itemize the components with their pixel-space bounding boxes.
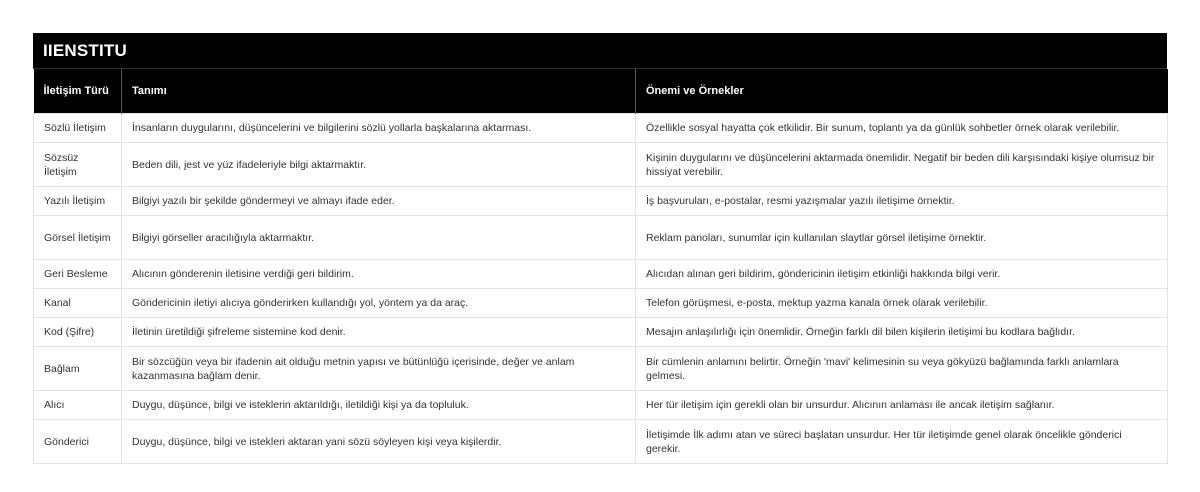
cell-type: Görsel İletişim (34, 216, 122, 260)
table-row (34, 347, 1168, 391)
table-row (34, 420, 1168, 464)
brand-title: IIENSTITU (33, 33, 1167, 69)
cell-type: Bağlam (34, 347, 122, 391)
cell-importance: Her tür iletişim için gerekli olan bir unsurdur. Alıcının anlaması ile ancak iletişim sağlanır. (636, 391, 1168, 420)
cell-type: Geri Besleme (34, 260, 122, 289)
cell-importance: İş başvuruları, e-postalar, resmi yazışmalar yazılı iletişime örnektir. (636, 187, 1168, 216)
cell-definition: İletinin üretildiği şifreleme sistemine kod denir. (122, 318, 636, 347)
cell-definition: Bilgiyi yazılı bir şekilde göndermeyi ve almayı ifade eder. (122, 187, 636, 216)
cell-definition: Bilgiyi görseller aracılığıyla aktarmaktır. (122, 216, 636, 260)
cell-importance: Bir cümlenin anlamını belirtir. Örneğin 'mavi' kelimesinin su veya gökyüzü bağlamında farklı anlamlara gelmesi. (636, 347, 1168, 391)
cell-type: Alıcı (34, 391, 122, 420)
cell-importance: İletişimde İlk adımı atan ve süreci başlatan unsurdur. Her tür iletişimde genel olarak öncelikle gönderici gerekir. (636, 420, 1168, 464)
cell-type: Sözlü İletişim (34, 114, 122, 143)
cell-type: Yazılı İletişim (34, 187, 122, 216)
table-row (34, 114, 1168, 143)
cell-importance: Mesajın anlaşılırlığı için önemlidir. Örneğin farklı dil bilen kişilerin iletişimi bu kodlara bağlıdır. (636, 318, 1168, 347)
cell-importance: Reklam panoları, sunumlar için kullanılan slaytlar görsel iletişime örnektir. (636, 216, 1168, 260)
cell-definition: Alıcının gönderenin iletisine verdiği geri bildirim. (122, 260, 636, 289)
table-row (34, 289, 1168, 318)
header-importance: Önemi ve Örnekler (636, 69, 1168, 114)
cell-type: Kanal (34, 289, 122, 318)
cell-definition: Duygu, düşünce, bilgi ve istekleri aktaran yani sözü söyleyen kişi veya kişilerdir. (122, 420, 636, 464)
table-row (34, 260, 1168, 289)
cell-importance: Telefon görüşmesi, e-posta, mektup yazma kanala örnek olarak verilebilir. (636, 289, 1168, 318)
cell-importance: Kişinin duygularını ve düşüncelerini aktarmada önemlidir. Negatif bir beden dili karşısındaki kişiye olumsuz bir hissiyat verebilir. (636, 143, 1168, 187)
table-row (34, 318, 1168, 347)
content-table-container (33, 33, 1167, 464)
cell-definition: Beden dili, jest ve yüz ifadeleriyle bilgi aktarmaktır. (122, 143, 636, 187)
cell-importance: Alıcıdan alınan geri bildirim, göndericinin iletişim etkinliği hakkında bilgi verir. (636, 260, 1168, 289)
cell-definition: Göndericinin iletiyi alıcıya gönderirken kullandığı yol, yöntem ya da araç. (122, 289, 636, 318)
table-row (34, 216, 1168, 260)
table-row (34, 143, 1168, 187)
table-header-row (34, 69, 1168, 114)
cell-definition: İnsanların duygularını, düşüncelerini ve bilgilerini sözlü yollarla başkalarına aktarması. (122, 114, 636, 143)
header-definition: Tanımı (122, 69, 636, 114)
cell-importance: Özellikle sosyal hayatta çok etkilidir. Bir sunum, toplantı ya da günlük sohbetler örnek olarak verilebilir. (636, 114, 1168, 143)
table-row (34, 187, 1168, 216)
cell-type: Gönderici (34, 420, 122, 464)
communication-types-table (33, 69, 1168, 464)
cell-type: Sözsüz İletişim (34, 143, 122, 187)
cell-definition: Bir sözcüğün veya bir ifadenin ait olduğu metnin yapısı ve bütünlüğü içerisinde, değer ve anlam kazanmasına bağlam denir. (122, 347, 636, 391)
cell-type: Kod (Şifre) (34, 318, 122, 347)
header-type: İletişim Türü (34, 69, 122, 114)
cell-definition: Duygu, düşünce, bilgi ve isteklerin aktarıldığı, iletildiği kişi ya da topluluk. (122, 391, 636, 420)
table-row (34, 391, 1168, 420)
